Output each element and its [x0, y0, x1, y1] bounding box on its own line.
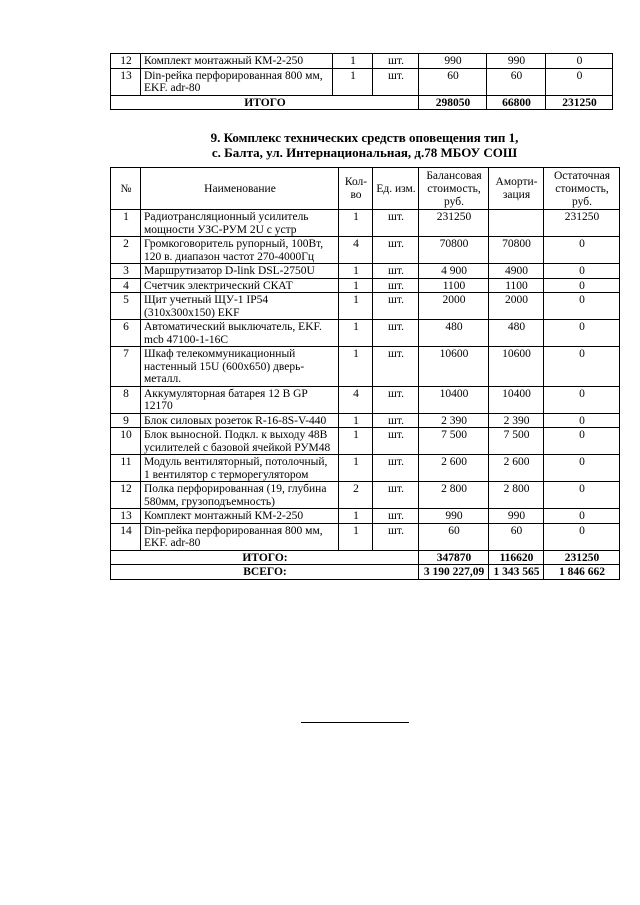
item-qty: 1 [333, 54, 373, 69]
item-unit: шт. [373, 509, 419, 524]
item-residual: 0 [546, 68, 613, 95]
item-residual: 0 [544, 413, 620, 428]
table-row [111, 68, 613, 95]
section-title [110, 130, 619, 160]
table-row [111, 509, 620, 524]
row-number: 8 [111, 386, 141, 413]
total-label: ИТОГО: [111, 550, 419, 565]
header-unit: Ед. изм. [373, 168, 419, 210]
table-body [111, 210, 620, 551]
grand-total-residual: 1 846 662 [544, 565, 620, 580]
item-qty: 4 [339, 237, 373, 264]
item-balance: 7 500 [419, 428, 489, 455]
item-name: Радиотрансляционный усилитель мощности УЗС-РУМ 2U с устр [141, 210, 339, 237]
item-amortization: 60 [489, 523, 544, 550]
item-qty: 1 [339, 428, 373, 455]
row-number: 11 [111, 455, 141, 482]
item-name: Счетчик электрический СКАТ [141, 278, 339, 293]
header-amortization: Аморти-зация [489, 168, 544, 210]
item-qty: 1 [333, 68, 373, 95]
item-amortization [489, 210, 544, 237]
item-unit: шт. [373, 320, 419, 347]
header-row [111, 168, 620, 210]
item-balance: 231250 [419, 210, 489, 237]
item-qty: 1 [339, 523, 373, 550]
item-unit: шт. [373, 482, 419, 509]
row-number: 7 [111, 347, 141, 387]
row-number: 9 [111, 413, 141, 428]
table-row [111, 264, 620, 279]
item-name: Шкаф телекоммуникационный настенный 15U (600x650) дверь-металл. [141, 347, 339, 387]
item-amortization: 990 [487, 54, 546, 69]
item-unit: шт. [373, 237, 419, 264]
item-name: Din-рейка перфорированная 800 мм, EKF. adr-80 [141, 68, 333, 95]
item-balance: 70800 [419, 237, 489, 264]
row-number: 13 [111, 68, 141, 95]
equipment-table [110, 167, 620, 580]
item-name: Din-рейка перфорированная 800 мм, EKF. adr-80 [141, 523, 339, 550]
item-residual: 231250 [544, 210, 620, 237]
item-unit: шт. [373, 386, 419, 413]
item-balance: 990 [419, 54, 487, 69]
header-balance: Балансовая стоимость, руб. [419, 168, 489, 210]
item-qty: 1 [339, 413, 373, 428]
item-balance: 2 800 [419, 482, 489, 509]
item-name: Модуль вентиляторный, потолочный, 1 вентилятор с терморегулятором [141, 455, 339, 482]
item-name: Комплект монтажный КМ-2-250 [141, 54, 333, 69]
item-balance: 4 900 [419, 264, 489, 279]
table-row [111, 278, 620, 293]
item-amortization: 70800 [489, 237, 544, 264]
item-residual: 0 [546, 54, 613, 69]
total-label: ИТОГО [111, 95, 419, 110]
continuation-table [110, 53, 613, 110]
row-number: 14 [111, 523, 141, 550]
item-balance: 60 [419, 68, 487, 95]
item-unit: шт. [373, 455, 419, 482]
item-amortization: 10600 [489, 347, 544, 387]
table-row [111, 482, 620, 509]
item-unit: шт. [373, 523, 419, 550]
table-row [111, 237, 620, 264]
item-unit: шт. [373, 54, 419, 69]
total-balance: 347870 [419, 550, 489, 565]
item-name: Щит учетный ЩУ-1 IP54 (310x300x150) EKF [141, 293, 339, 320]
row-number: 2 [111, 237, 141, 264]
item-balance: 1100 [419, 278, 489, 293]
item-name: Маршрутизатор D-link DSL-2750U [141, 264, 339, 279]
item-residual: 0 [544, 278, 620, 293]
item-amortization: 2 390 [489, 413, 544, 428]
total-amortization: 66800 [487, 95, 546, 110]
total-amortization: 116620 [489, 550, 544, 565]
row-number: 6 [111, 320, 141, 347]
item-amortization: 7 500 [489, 428, 544, 455]
item-name: Полка перфорированная (19, глубина 580мм, грузоподъемность) [141, 482, 339, 509]
item-qty: 4 [339, 386, 373, 413]
item-unit: шт. [373, 293, 419, 320]
item-amortization: 60 [487, 68, 546, 95]
item-unit: шт. [373, 68, 419, 95]
item-balance: 60 [419, 523, 489, 550]
item-balance: 480 [419, 320, 489, 347]
item-residual: 0 [544, 482, 620, 509]
item-balance: 2 600 [419, 455, 489, 482]
item-residual: 0 [544, 264, 620, 279]
total-residual: 231250 [546, 95, 613, 110]
item-qty: 1 [339, 509, 373, 524]
row-number: 3 [111, 264, 141, 279]
total-row [111, 550, 620, 565]
item-qty: 1 [339, 264, 373, 279]
header-qty: Кол-во [339, 168, 373, 210]
item-amortization: 2 600 [489, 455, 544, 482]
section-title-line-2: с. Балта, ул. Интернациональная, д.78 МБОУ СОШ [211, 145, 518, 160]
grand-total-amortization: 1 343 565 [489, 565, 544, 580]
row-number: 12 [111, 482, 141, 509]
item-balance: 2 390 [419, 413, 489, 428]
row-number: 10 [111, 428, 141, 455]
item-residual: 0 [544, 523, 620, 550]
item-amortization: 990 [489, 509, 544, 524]
item-balance: 10600 [419, 347, 489, 387]
table-row [111, 413, 620, 428]
table-row [111, 54, 613, 69]
total-residual: 231250 [544, 550, 620, 565]
item-unit: шт. [373, 347, 419, 387]
item-qty: 1 [339, 210, 373, 237]
item-amortization: 2 800 [489, 482, 544, 509]
item-residual: 0 [544, 428, 620, 455]
header-residual: Остаточная стоимость, руб. [544, 168, 620, 210]
item-name: Аккумуляторная батарея 12 В GP 12170 [141, 386, 339, 413]
item-name: Автоматический выключатель, EKF. mcb 47100-1-16C [141, 320, 339, 347]
item-qty: 1 [339, 293, 373, 320]
item-amortization: 10400 [489, 386, 544, 413]
table-row [111, 386, 620, 413]
item-unit: шт. [373, 278, 419, 293]
table-row [111, 210, 620, 237]
table-row [111, 320, 620, 347]
item-name: Блок выносной. Подкл. к выходу 48В усилителей с базовой ячейкой РУМ48 [141, 428, 339, 455]
item-balance: 10400 [419, 386, 489, 413]
item-unit: шт. [373, 413, 419, 428]
item-residual: 0 [544, 320, 620, 347]
row-number: 13 [111, 509, 141, 524]
item-amortization: 480 [489, 320, 544, 347]
item-qty: 1 [339, 455, 373, 482]
item-amortization: 1100 [489, 278, 544, 293]
table-row [111, 347, 620, 387]
item-residual: 0 [544, 237, 620, 264]
section-title-line-1: 9. Комплекс технических средств оповещения тип 1, [210, 130, 519, 145]
row-number: 4 [111, 278, 141, 293]
table-row [111, 455, 620, 482]
item-unit: шт. [373, 210, 419, 237]
item-unit: шт. [373, 264, 419, 279]
grand-total-row [111, 565, 620, 580]
item-balance: 2000 [419, 293, 489, 320]
item-qty: 1 [339, 320, 373, 347]
item-name: Комплект монтажный КМ-2-250 [141, 509, 339, 524]
total-row [111, 95, 613, 110]
item-residual: 0 [544, 347, 620, 387]
item-residual: 0 [544, 509, 620, 524]
row-number: 5 [111, 293, 141, 320]
item-residual: 0 [544, 455, 620, 482]
item-qty: 2 [339, 482, 373, 509]
item-residual: 0 [544, 386, 620, 413]
header-num: № [111, 168, 141, 210]
item-amortization: 2000 [489, 293, 544, 320]
item-balance: 990 [419, 509, 489, 524]
table-row [111, 428, 620, 455]
grand-total-balance: 3 190 227,09 [419, 565, 489, 580]
item-name: Блок силовых розеток R-16-8S-V-440 [141, 413, 339, 428]
row-number: 1 [111, 210, 141, 237]
bottom-divider [301, 722, 409, 723]
table-row [111, 523, 620, 550]
table-row [111, 293, 620, 320]
item-name: Громкоговоритель рупорный, 100Вт, 120 в. диапазон частот 270-4000Гц [141, 237, 339, 264]
total-balance: 298050 [419, 95, 487, 110]
row-number: 12 [111, 54, 141, 69]
item-amortization: 4900 [489, 264, 544, 279]
item-qty: 1 [339, 278, 373, 293]
item-unit: шт. [373, 428, 419, 455]
item-qty: 1 [339, 347, 373, 387]
header-name: Наименование [141, 168, 339, 210]
item-residual: 0 [544, 293, 620, 320]
grand-total-label: ВСЕГО: [111, 565, 419, 580]
